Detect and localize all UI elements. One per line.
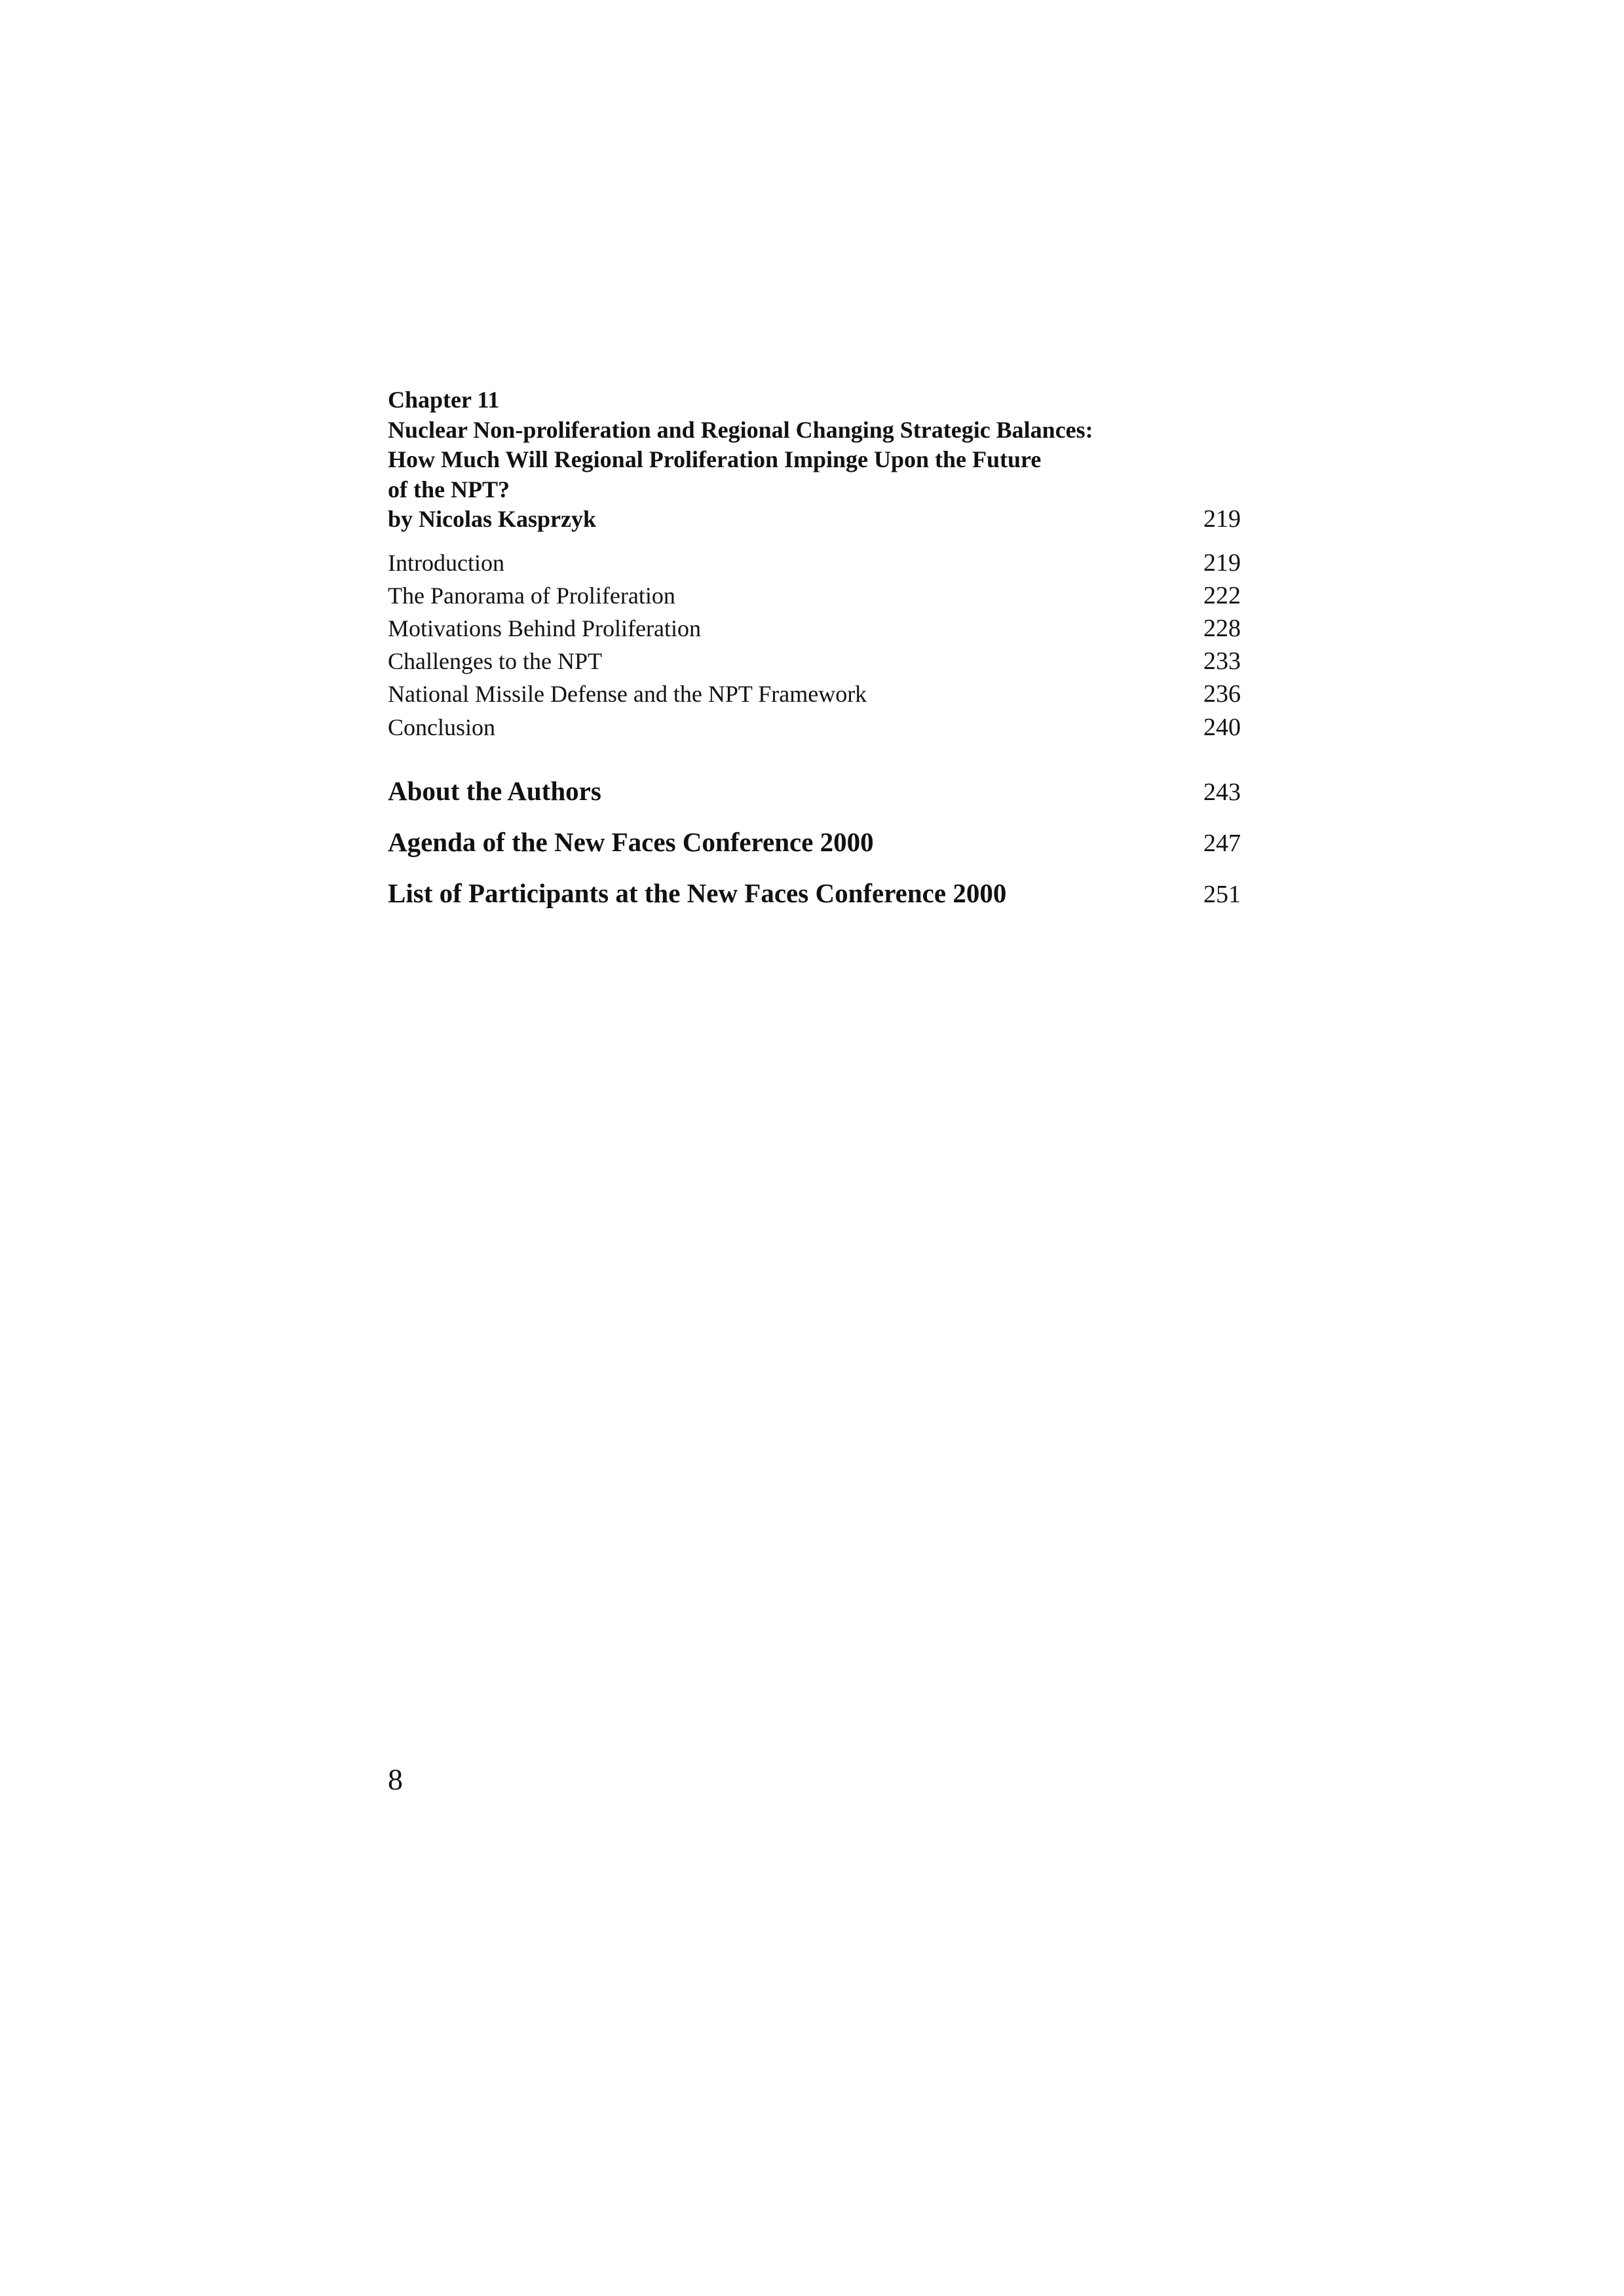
chapter-sections <box>388 546 1241 744</box>
toc-entry <box>388 645 1241 678</box>
toc-entry-title: Challenges to the NPT <box>388 648 602 675</box>
chapter-label: Chapter 11 <box>388 387 500 413</box>
chapter-author-page: 219 <box>1203 505 1241 533</box>
toc-major-title: About the Authors <box>388 775 601 806</box>
chapter-author-row <box>388 505 1241 535</box>
toc-major-page: 247 <box>1203 829 1241 857</box>
toc-major-page: 251 <box>1203 880 1241 908</box>
toc-entry <box>388 678 1241 710</box>
toc-entry-title: Conclusion <box>388 714 496 740</box>
toc-entry-page: 228 <box>1203 614 1241 642</box>
toc-major-entry <box>388 775 1241 807</box>
page-number: 8 <box>388 1763 403 1796</box>
toc-entry-page: 240 <box>1203 713 1241 741</box>
chapter-title-line: Nuclear Non-proliferation and Regional Changing Strategic Balances: <box>388 416 1093 443</box>
toc-entry-title: Introduction <box>388 549 504 576</box>
toc-entry-page: 236 <box>1203 680 1241 708</box>
toc-major-entry <box>388 877 1241 909</box>
toc-entry-title: The Panorama of Proliferation <box>388 582 675 609</box>
chapter-title-line: How Much Will Regional Proliferation Impinge Upon the Future <box>388 446 1042 472</box>
toc-entry-page: 233 <box>1203 647 1241 676</box>
chapter-author: by Nicolas Kasprzyk <box>388 506 597 532</box>
toc-entry <box>388 711 1241 744</box>
toc-entry <box>388 546 1241 579</box>
toc-entry-title: National Missile Defense and the NPT Framework <box>388 681 867 708</box>
toc-entry-page: 222 <box>1203 581 1241 609</box>
toc-entry <box>388 612 1241 645</box>
toc-major-title: Agenda of the New Faces Conference 2000 <box>388 826 874 857</box>
toc-entry-page: 219 <box>1203 548 1241 577</box>
toc-major-entry <box>388 826 1241 858</box>
toc-major-page: 243 <box>1203 778 1241 806</box>
toc-entry <box>388 579 1241 612</box>
toc-major-title: List of Participants at the New Faces Conference 2000 <box>388 877 1007 908</box>
toc-entry-title: Motivations Behind Proliferation <box>388 615 701 641</box>
table-of-contents <box>388 385 1241 909</box>
chapter-title-line: of the NPT? <box>388 476 510 503</box>
